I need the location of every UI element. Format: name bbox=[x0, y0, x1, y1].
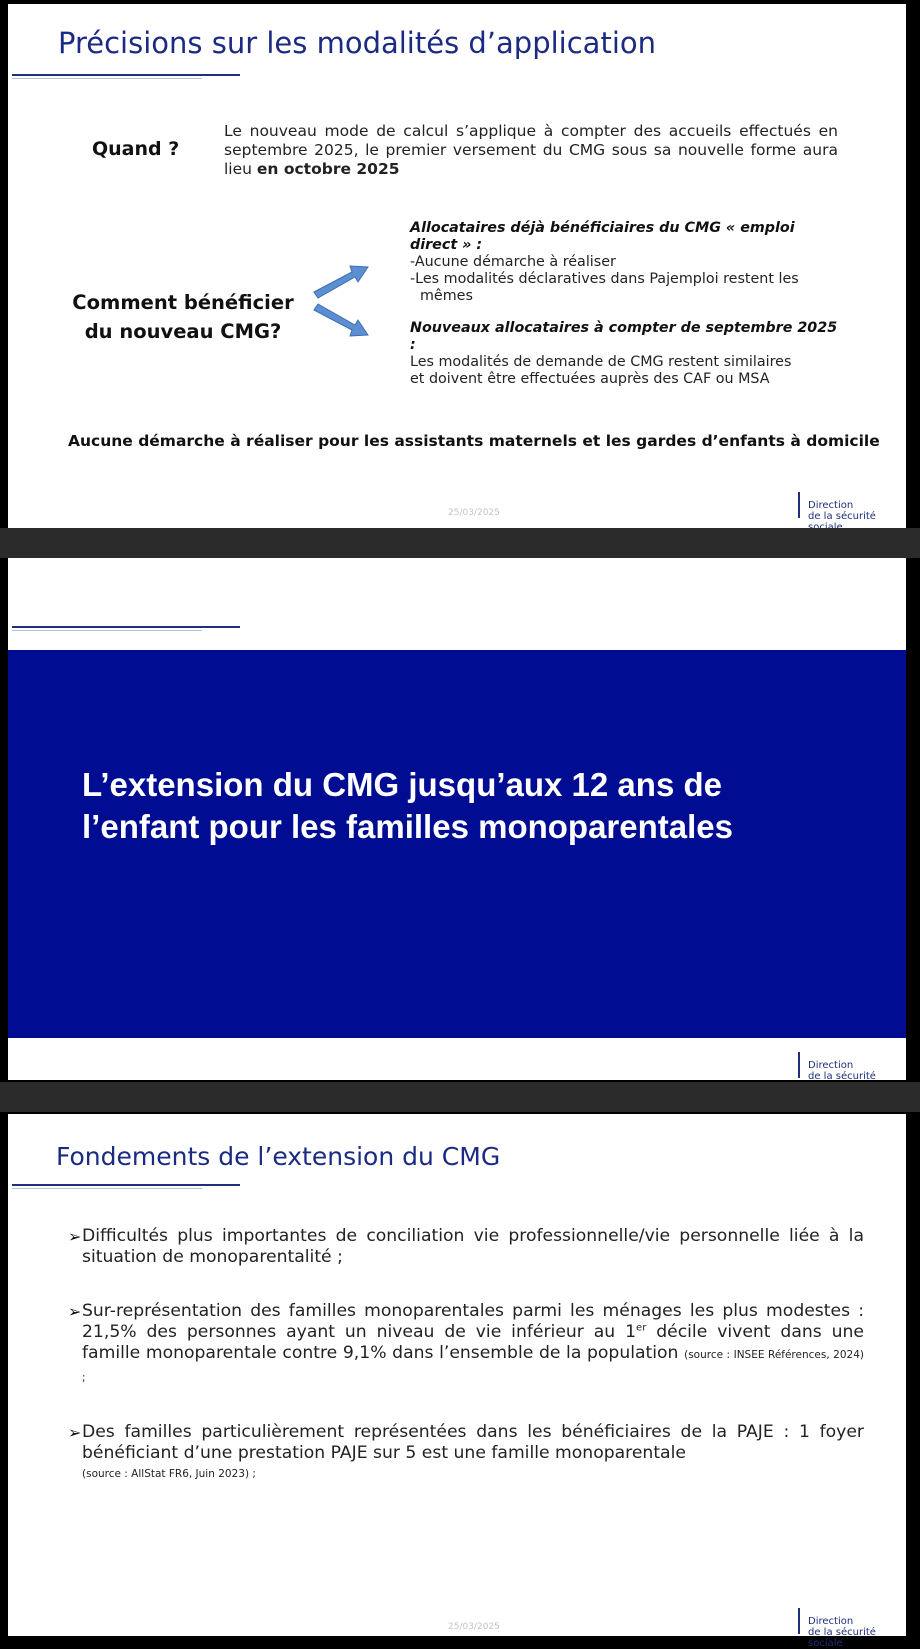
block-line: -Aucune démarche à réaliser bbox=[410, 254, 616, 270]
block-line: Les modalités de demande de CMG restent similaires bbox=[410, 354, 792, 370]
title-underline bbox=[12, 74, 240, 76]
arrow-bullet-icon: ➢ bbox=[68, 1423, 82, 1442]
quand-text-bold: en octobre 2025 bbox=[256, 160, 400, 178]
arrow-up-right-icon bbox=[314, 266, 368, 298]
slide-section-extension bbox=[8, 558, 906, 1080]
comment-label-line1: Comment bénéficier bbox=[72, 291, 294, 314]
footer-divider bbox=[798, 492, 800, 518]
footer-direction-line2: de la sécurité sociale bbox=[808, 1627, 876, 1649]
list-item bbox=[68, 1301, 865, 1389]
block-line: et doivent être effectuées auprès des CAF ou MSA bbox=[410, 371, 770, 387]
slide-title: Fondements de l’extension du CMG bbox=[56, 1142, 501, 1171]
section-title bbox=[82, 764, 862, 848]
arrow-bullet-icon: ➢ bbox=[68, 1302, 82, 1321]
section-banner bbox=[8, 650, 906, 1038]
block-line: -Les modalités déclaratives dans Pajemploi restent les bbox=[410, 271, 799, 287]
quand-text bbox=[224, 122, 838, 179]
bullet-source: (source : AllStat FR6, Juin 2023) ; bbox=[82, 1468, 256, 1480]
section-title-line1: L’extension du CMG jusqu’aux 12 ans de bbox=[82, 766, 722, 803]
bullet-superscript: er bbox=[636, 1322, 647, 1334]
comment-label bbox=[58, 288, 308, 346]
footer-date: 25/03/2025 bbox=[448, 1622, 500, 1632]
slide-modalites bbox=[8, 4, 906, 528]
slide-fondements bbox=[8, 1114, 906, 1649]
block-line: mêmes bbox=[420, 288, 473, 304]
title-underline bbox=[12, 1184, 240, 1186]
footer-direction-line1: Direction bbox=[808, 1616, 854, 1627]
list-item bbox=[68, 1422, 864, 1485]
block-heading: Nouveaux allocataires à compter de septembre 2025 : bbox=[410, 320, 838, 353]
quand-label: Quand ? bbox=[92, 138, 180, 160]
block-emploi-direct bbox=[410, 220, 840, 305]
arrow-bullet-icon: ➢ bbox=[68, 1227, 82, 1246]
block-heading: Allocataires déjà bénéficiaires du CMG « emploi direct » : bbox=[410, 220, 795, 253]
comment-label-line2: du nouveau CMG? bbox=[84, 320, 282, 343]
block-nouveaux bbox=[410, 320, 840, 388]
footer-direction-line1: Direction bbox=[808, 1060, 854, 1071]
list-item bbox=[68, 1226, 864, 1268]
section-title-line2: l’enfant pour les familles monoparentales bbox=[82, 808, 733, 845]
slide-separator bbox=[0, 1082, 920, 1112]
title-underline bbox=[12, 626, 240, 628]
arrow-down-right-icon bbox=[314, 304, 368, 336]
slide-separator bbox=[0, 528, 920, 558]
footer-direction-line2: de la sécurité bbox=[808, 511, 876, 522]
bullet-list bbox=[68, 1226, 865, 1518]
quand-text-body: Le nouveau mode de calcul s’applique à compter des accueils effectués en septembre 2025, le premier versement du CMG sous sa nouvelle forme aura lieu bbox=[224, 122, 838, 178]
footer-direction-line1: Direction bbox=[808, 500, 854, 511]
bullet-text: Difficultés plus importantes de conciliation vie professionnelle/vie personnelle liée à la situation de monoparentalité ; bbox=[82, 1226, 864, 1267]
footer-divider bbox=[798, 1052, 800, 1078]
bullet-text: Des familles particulièrement représentées dans les bénéficiaires de la PAJE : 1 foyer bénéficiant d’une prestation PAJE sur 5 est une famille monoparentale bbox=[82, 1422, 864, 1463]
bullet-text: Sur-représentation des familles monoparentales parmi les ménages les plus modestes : 21,5% des personnes ayant un niveau de vie inférieur au 1 bbox=[82, 1301, 864, 1342]
branch-arrows bbox=[308, 260, 372, 356]
footer-direction bbox=[808, 1616, 904, 1649]
footer-divider bbox=[798, 1608, 800, 1634]
slide-title: Précisions sur les modalités d’application bbox=[58, 26, 656, 60]
bullet-source: (source : INSEE Références, 2024) ; bbox=[82, 1349, 864, 1384]
bullet-text: décile vivent dans une famille monoparentale contre 9,1% dans l’ensemble de la population bbox=[82, 1322, 865, 1363]
footer-date: 25/03/2025 bbox=[448, 508, 500, 518]
footer-direction-line2: de la sécurité bbox=[808, 1071, 876, 1082]
aucune-demarche-note: Aucune démarche à réaliser pour les assistants maternels et les gardes d’enfants à domicile bbox=[68, 432, 880, 450]
